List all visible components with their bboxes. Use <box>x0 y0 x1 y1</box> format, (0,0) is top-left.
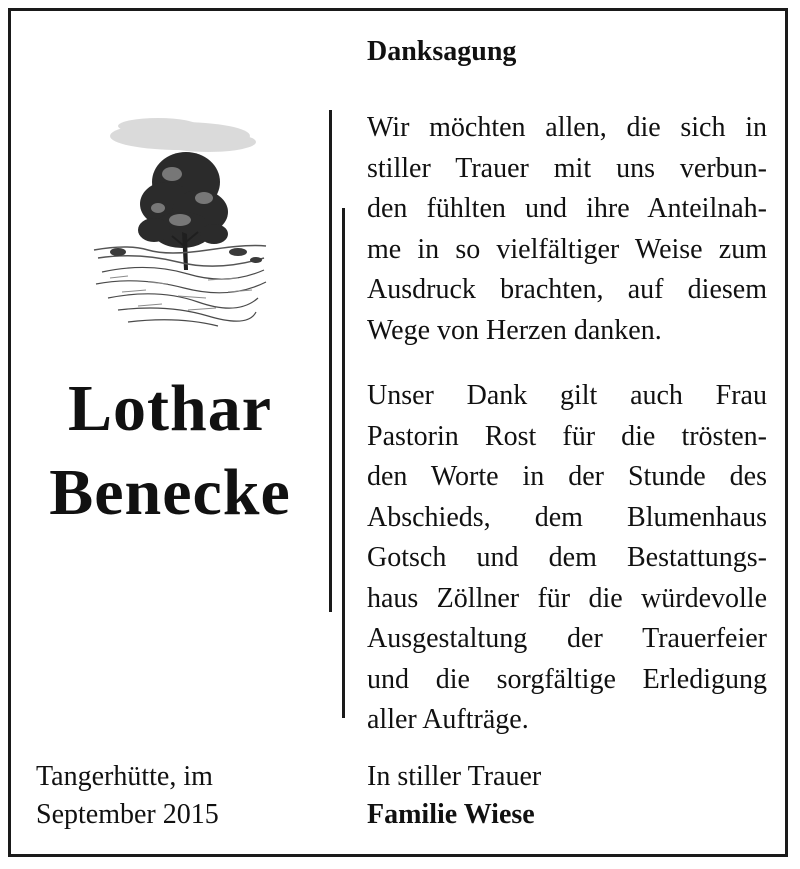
tree-illustration <box>88 112 272 332</box>
vertical-rule-right <box>342 208 345 718</box>
place-line: Tangerhütte, im <box>36 761 213 792</box>
closing-signature <box>367 758 541 834</box>
closing-phrase: In stiller Trauer <box>367 761 542 792</box>
text-line: Wir möchten allen, die sich in <box>367 112 767 143</box>
text-line: me in so vielfältiger Weise zum <box>367 233 767 265</box>
deceased-first-name: Lothar <box>68 372 272 445</box>
deceased-last-name: Benecke <box>49 456 291 529</box>
place-and-date <box>36 758 219 834</box>
text-line: Abschieds, dem Blumenhaus <box>367 501 767 533</box>
text-line: Gotsch und dem Bestattungs- <box>367 542 767 573</box>
text-line: Ausdruck brachten, auf diesem <box>367 274 767 305</box>
text-line: und die sorgfältige Erledigung <box>367 663 767 695</box>
family-name: Familie Wiese <box>367 799 535 830</box>
text-line: stiller Trauer mit uns verbun- <box>367 152 767 184</box>
text-line: Unser Dank gilt auch Frau <box>367 380 767 411</box>
text-line: Wege von Herzen danken. <box>367 314 662 346</box>
text-line: haus Zöllner für die würdevolle <box>367 582 767 614</box>
text-line: Ausgestaltung der Trauerfeier <box>367 623 767 654</box>
thanks-paragraph-1 <box>367 108 767 351</box>
text-line: aller Aufträge. <box>367 704 529 735</box>
date-line: September 2015 <box>36 799 219 830</box>
vertical-rule-left <box>329 110 332 612</box>
text-line: den Worte in der Stunde des <box>367 461 767 492</box>
thanks-paragraph-2 <box>367 376 767 741</box>
notice-heading: Danksagung <box>367 36 517 67</box>
text-line: Pastorin Rost für die trösten- <box>367 420 767 452</box>
text-line: den fühlten und ihre Anteilnah- <box>367 193 767 224</box>
